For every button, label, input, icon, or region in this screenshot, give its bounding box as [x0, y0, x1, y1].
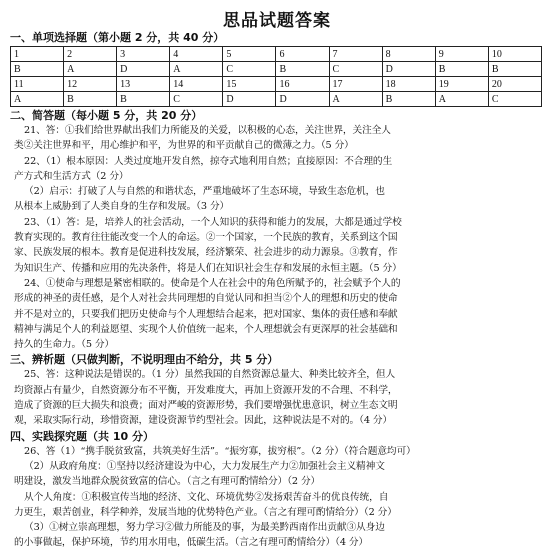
table-cell: C [329, 62, 382, 77]
answer-line: 23、（1）答：是，培养人的社会活动，一个人知识的获得和能力的发展，大都是通过学校 [24, 216, 402, 228]
table-cell: 1 [11, 47, 64, 62]
table-cell: 8 [382, 47, 435, 62]
table-row [11, 92, 542, 107]
table-cell: 17 [329, 77, 382, 92]
answer-line: 类②关注世界和平，用心维护和平，为世界的和平贡献自己的微薄之力。（5 分） [14, 140, 354, 152]
table-cell: 20 [488, 77, 541, 92]
table-cell: D [223, 92, 276, 107]
answer-line: （2）启示：打破了人与自然的和谐状态，严重地破坏了生态环境，导致生态危机，也 [24, 186, 385, 198]
answer-line: 21、答：①我们给世界献出我们力所能及的关爱，以积极的心态，关注世界，关注全人 [24, 125, 391, 136]
answer-line: （3）①树立崇高理想，努力学习②做力所能及的事，为最美黔西南作出贡献③从身边 [24, 522, 385, 534]
table-cell: B [64, 92, 117, 107]
table-cell: C [170, 92, 223, 107]
table-cell: 4 [170, 47, 223, 62]
table-cell: B [276, 62, 329, 77]
answer-line: 精神与满足个人的利益愿望、实现个人价值统一起来，个人理想就会有更深厚的社会基础和 [14, 323, 398, 335]
table-cell: B [488, 62, 541, 77]
answer-line: 并不是对立的，只要我们把历史使命与个人理想结合起来，把对国家、集体的责任感和奉献 [14, 308, 398, 320]
section-2-body [8, 123, 546, 352]
section-2-heading: 二、简答题（每小题 5 分，共 20 分） [10, 109, 203, 122]
table-cell: D [382, 62, 435, 77]
table-row [11, 47, 542, 62]
table-cell: A [170, 62, 223, 77]
section-4-body [8, 444, 546, 551]
table-cell: A [435, 92, 488, 107]
answer-line: 形成的神圣的责任感，是个人对社会共同理想的自觉认同和担当②个人的理想和历史的使命 [14, 293, 398, 305]
section-3-body [8, 367, 546, 428]
table-cell: 9 [435, 47, 488, 62]
table-cell: B [435, 62, 488, 77]
answer-line: 均资源占有量少，自然资源分布不平衡，开发难度大，再加上资源开发的不合理、不科学， [14, 384, 398, 396]
table-cell: D [117, 62, 170, 77]
table-cell: 10 [488, 47, 541, 62]
table-cell: 13 [117, 77, 170, 92]
table-cell: A [11, 92, 64, 107]
answer-line: 25、答：这种说法是错误的。（1 分）虽然我国的自然资源总量大、种类比较齐全，但人 [24, 369, 396, 381]
table-cell: 12 [64, 77, 117, 92]
section-1-heading: 一、单项选择题（第小题 2 分，共 40 分） [10, 31, 225, 44]
table-cell: 5 [223, 47, 276, 62]
answer-line: 观，采取实际行动，珍惜资源，建设资源节约型社会。因此，这种说法是不对的。（4 分） [14, 415, 393, 427]
answer-line: 26、答（1）“携手脱贫致富，共筑美好生活”。“振穷寡，拔穷根”。（2 分）（符合题意均可） [24, 445, 416, 457]
table-cell: B [117, 92, 170, 107]
table-cell: 16 [276, 77, 329, 92]
section-3-heading: 三、辨析题（只做判断，不说明理由不给分，共 5 分） [10, 353, 279, 367]
answer-table [10, 46, 542, 107]
table-cell: 15 [223, 77, 276, 92]
answer-line: 的小事做起，保护环境，节约用水用电，低碳生活。（言之有理可酌情给分）（4 分） [14, 537, 369, 549]
table-cell: A [329, 92, 382, 107]
table-cell: 19 [435, 77, 488, 92]
table-cell: 18 [382, 77, 435, 92]
table-cell: D [276, 92, 329, 107]
table-cell: A [64, 62, 117, 77]
answer-line: 产方式和生活方式（2 分） [14, 170, 129, 182]
answer-line: 家、民族发展的根本。教育是促进科技发展，经济繁荣、社会进步的动力源泉。③教育，作 [14, 247, 398, 259]
page-title: 思品试题答案 [223, 11, 331, 31]
answer-line: 从个人角度：①积极宣传当地的经济、文化、环境优势②发扬艰苦奋斗的优良传统，自 [24, 491, 389, 503]
answer-line: 持久的生命力。（5 分） [14, 339, 115, 351]
table-cell: C [223, 62, 276, 77]
answer-line: 为知识生产、传播和应用的先决条件，将是人们在知识社会生存和发展的永恒主题。（5 分） [14, 262, 402, 274]
table-cell: 11 [11, 77, 64, 92]
answer-line: 力更生，艰苦创业，科学种养，发展当地的优势特色产业。（言之有理可酌情给分）（2 分） [14, 506, 397, 518]
table-row [11, 77, 542, 92]
table-cell: 3 [117, 47, 170, 62]
answer-line: （2）从政府角度：①坚持以经济建设为中心，大力发展生产力②加强社会主义精神文 [24, 460, 385, 472]
answer-line: 从根本上威胁到了人类自身的生存和发展。（3 分） [14, 201, 230, 213]
table-cell: B [382, 92, 435, 107]
answer-line: 造成了资源的巨大损失和浪费；面对严峻的资源形势，我们要增强忧患意识，树立生态文明 [14, 400, 398, 412]
table-cell: C [488, 92, 541, 107]
answer-line: 明建设，激发当地群众脱贫致富的信心。（言之有理可酌情给分）（2 分） [14, 476, 321, 488]
table-cell: 6 [276, 47, 329, 62]
answer-line: 教育实现的。教育往往能改变一个人的命运。②一个国家，一个民族的教育，关系到这个国 [14, 232, 398, 244]
answer-line: 22、（1）根本原因：人类过度地开发自然，掠夺式地利用自然；直接原因：不合理的生 [24, 155, 393, 167]
answer-line: 24、①使命与理想是紧密相联的。使命是个人在社会中的角色所赋予的，社会赋予个人的 [24, 277, 401, 289]
table-row [11, 62, 542, 77]
table-cell: 2 [64, 47, 117, 62]
table-cell: 7 [329, 47, 382, 62]
table-cell: 14 [170, 77, 223, 92]
section-4-heading: 四、实践探究题（共 10 分） [10, 429, 154, 443]
table-cell: B [11, 62, 64, 77]
